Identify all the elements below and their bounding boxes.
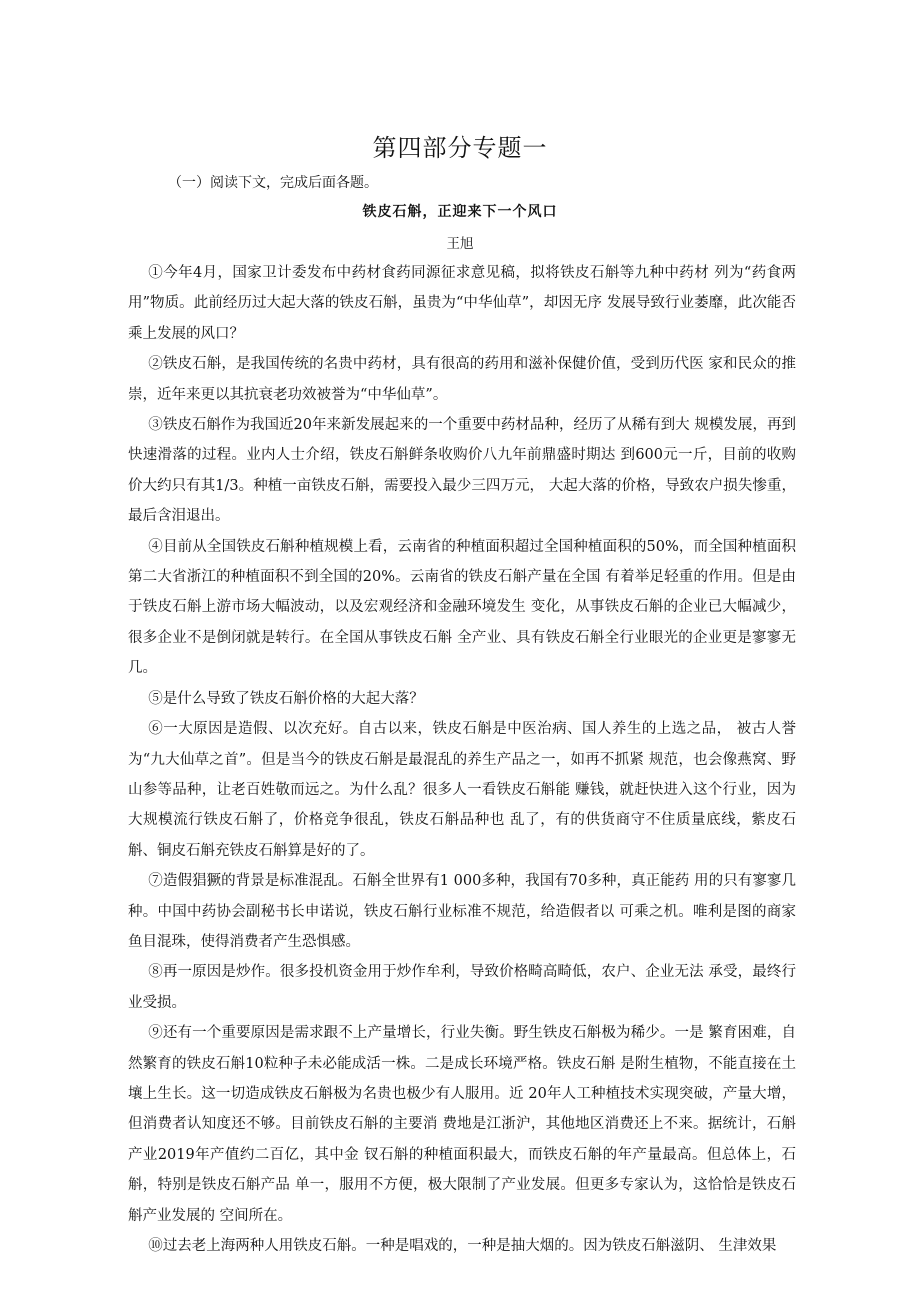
paragraph-9: ⑨还有一个重要原因是需求跟不上产量增长，行业失衡。野生铁皮石斛极为稀少。一是 繁育困难，自然繁育的铁皮石斛10粒种子未必能成活一株。二是成长环境严格。铁皮石斛 是附生植物，不能直接在土壤上生长。这一切造成铁皮石斛极为名贵也极少有人服用。近 20年人工种植技术实现突破，产量大增，但消费者认知度还不够。目前铁皮石斛的主要消 费地是江浙沪，其他地区消费还上不来。据统计，石斛产业2019年产值约二百亿，其中金 钗石斛的种植面积最大，而铁皮石斛的年产量最高。但总体上，石斛，特别是铁皮石斛产品 单一，服用不方便，极大限制了产业发展。但更多专家认为，这恰恰是铁皮石斛产业发展的 空间所在。 bbox=[128, 1025, 796, 1224]
article-author: 王旭 bbox=[446, 236, 474, 252]
document-title: 第四部分专题一 bbox=[372, 134, 548, 162]
paragraph-5: ⑤是什么导致了铁皮石斛价格的大起大落？ bbox=[148, 690, 424, 707]
paragraph-6: ⑥一大原因是造假、以次充好。自古以来，铁皮石斛是中医治病、国人养生的上选之品， 被古人誉为“九大仙草之首”。但是当今的铁皮石斛是最混乱的养生产品之一，如再不抓紧 规范，也会像燕窝、野山参等品种，让老百姓敬而远之。为什么乱？很多人一看铁皮石斛能 赚钱，就赶快进入这个行业，因为大规模流行铁皮石斛了，价格竞争很乱，铁皮石斛品种也 乱了，有的供货商守不住质量底线，紫皮石斛、铜皮石斛充铁皮石斛算是好的了。 bbox=[128, 721, 796, 859]
article-title: 铁皮石斛，正迎来下一个风口 bbox=[362, 204, 558, 220]
paragraph-10: ⑩过去老上海两种人用铁皮石斛。一种是唱戏的，一种是抽大烟的。因为铁皮石斛滋阴、 生津效果 bbox=[148, 1238, 777, 1254]
reading-instruction: （一）阅读下文，完成后面各题。 bbox=[168, 175, 378, 191]
paragraph-7: ⑦造假猖獗的背景是标准混乱。石斛全世界有1 000多种，我国有70多种，真正能药 用的只有寥寥几种。中国中药协会副秘书长申诺说，铁皮石斛行业标准不规范，给造假者以 可乘之机。唯利是图的商家鱼目混珠，使得消费者产生恐惧感。 bbox=[128, 873, 796, 950]
paragraph-4: ④目前从全国铁皮石斛种植规模上看，云南省的种植面积超过全国种植面积的50%，而全国种植面积第二大省浙江的种植面积不到全国的20%。云南省的铁皮石斛产量在全国 有着举足轻重的作用。但是由于铁皮石斛上游市场大幅波动，以及宏观经济和金融环境发生 变化，从事铁皮石斛的企业已大幅减少，很多企业不是倒闭就是转行。在全国从事铁皮石斛 全产业、具有铁皮石斛全行业眼光的企业更是寥寥无几。 bbox=[128, 538, 796, 677]
article-body bbox=[128, 258, 796, 1261]
paragraph-1: ①今年4月，国家卫计委发布中药材食药同源征求意见稿，拟将铁皮石斛等九种中药材 列为“药食两用”物质。此前经历过大起大落的铁皮石斛，虽贵为“中华仙草”，却因无序 发展导致行业萎靡，此次能否乘上发展的风口？ bbox=[128, 265, 796, 342]
paragraph-8: ⑧再一原因是炒作。很多投机资金用于炒作牟利，导致价格畸高畸低，农户、企业无法 承受，最终行业受损。 bbox=[128, 964, 796, 1011]
paragraph-2: ②铁皮石斛，是我国传统的名贵中药材，具有很高的药用和滋补保健价值，受到历代医 家和民众的推崇，近年来更以其抗衰老功效被誉为“中华仙草”。 bbox=[128, 356, 796, 403]
paragraph-3: ③铁皮石斛作为我国近20年来新发展起来的一个重要中药材品种，经历了从稀有到大 规模发展，再到快速滑落的过程。业内人士介绍，铁皮石斛鲜条收购价八九年前鼎盛时期达 到600元一斤，目前的收购价大约只有其1/3。种植一亩铁皮石斛，需要投入最少三四万元， 大起大落的价格，导致农户损失惨重，最后含泪退出。 bbox=[128, 417, 796, 525]
